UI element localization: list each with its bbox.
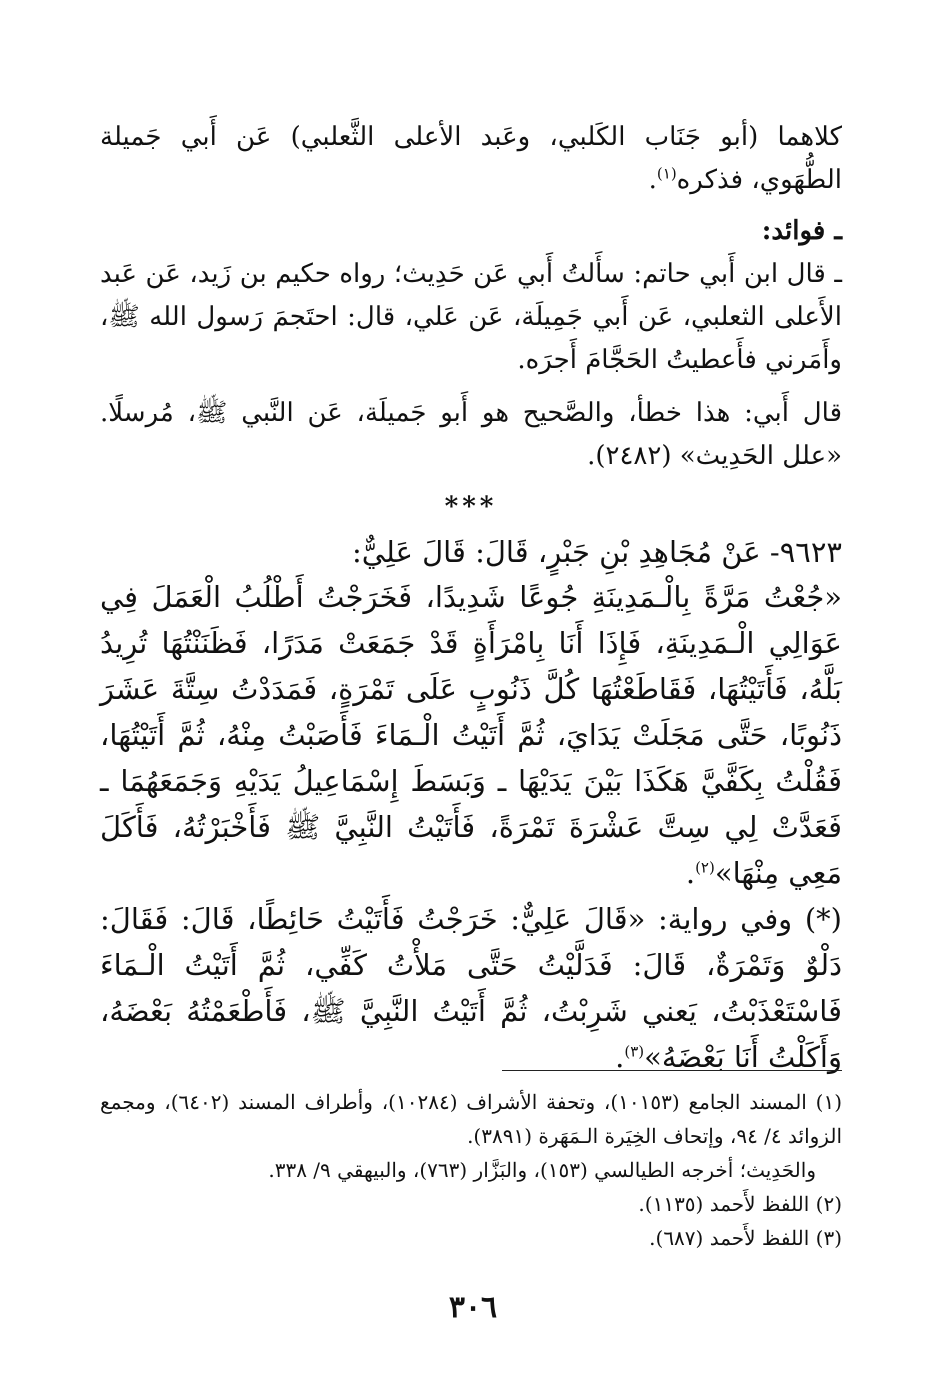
hadith-end: . [685,856,696,890]
intro-end: . [648,165,657,195]
footnote-ref-3[interactable]: (٣) [624,1042,645,1061]
footnote-1-continued: والحَدِيث؛ أخرجه الطيالسي (١٥٣)، والبَزَّار (٧٦٣)، والبيهقي ٩/ ٣٣٨. [268,1158,816,1182]
section-separator: *** [444,492,498,522]
hadith-heading: ٩٦٢٣- عَنْ مُجَاهِدِ بْنِ جَبْرٍ، قَالَ: قَالَ عَلِيٌّ: [352,535,842,569]
intro-paragraph [100,116,842,202]
fawaid-heading: ـ فوائد: [761,216,842,246]
fawaid-paragraph-1: ـ قال ابن أَبي حاتم: سأَلتُ أَبي عَن حَدِيث؛ رواه حكيم بن زَيد، عَن عَبد الأَعلى الثعلبي، عَن أَبي جَمِيلَة، عَن عَلي، قال: احتَجمَ رَسول الله ﷺ، وأَمَرني فأَعطيتُ الحَجَّامَ أَجرَه. [100,259,842,375]
intro-text: كلاهما (أبو جَنَاب الكَلبي، وعَبد الأعلى الثَّعلبي) عَن أَبي جَميلة الطُّهَوي، فذكره [100,122,842,195]
footnote-divider [502,1070,842,1071]
hadith-body: «جُعْتُ مَرَّةً بِالْـمَدِينَةِ جُوعًا شَدِيدًا، فَخَرَجْتُ أَطْلُبُ الْعَمَلَ فِي عَوَالِي الْـمَدِينَةِ، فَإِذَا أَنَا بِامْرَأَةٍ قَدْ جَمَعَتْ مَدَرًا، فَظَنَنْتُهَا تُرِيدُ بَلَّهُ، فَأَتَيْتُهَا، فَقَاطَعْتُهَا كُلَّ ذَنُوبٍ عَلَى تَمْرَةٍ، فَمَدَدْتُ سِتَّةَ عَشَرَ ذَنُوبًا، حَتَّى مَجَلَتْ يَدَايَ، ثُمَّ أَتَيْتُ الْـمَاءَ فَأَصَبْتُ مِنْهُ، ثُمَّ أَتَيْتُهَا، فَقُلْتُ بِكَفَّيَّ هَكَذَا بَيْنَ يَدَيْهَا ـ وَبَسَطَ إِسْمَاعِيلُ يَدَيْهِ وَجَمَعَهُمَا ـ فَعَدَّتْ لِي سِتَّ عَشْرَةَ تَمْرَةً، فَأَتَيْتُ النَّبِيَّ ﷺ فَأَخْبَرْتُهُ، فَأَكَلَ مَعِي مِنْهَا» [100,580,842,890]
riwaya-body: (*) وفي رواية: «قَالَ عَلِيٌّ: خَرَجْتُ فَأَتَيْتُ حَائِطًا، قَالَ: فَقَالَ: دَلْوٌ وَتَمْرَةٌ، قَالَ: فَدَلَّيْتُ حَتَّى مَلأْتُ كَفِّي، ثُمَّ أَتَيْتُ الْـمَاءَ فَاسْتَعْذَبْتُ، يَعني شَرِبْتُ، ثُمَّ أَتَيْتُ النَّبِيَّ ﷺ، فَأَطْعَمْتُهُ بَعْضَهُ، وَأَكَلْتُ أَنَا بَعْضَهُ» [100,902,842,1074]
footnote-ref-1[interactable]: (١) [656,164,677,183]
footnote-2: (٢) اللفظ لأَحمد (١١٣٥). [638,1192,842,1216]
hadith-text [100,574,842,896]
footnote-ref-2[interactable]: (٢) [695,858,715,877]
riwaya-paragraph [100,896,842,1080]
main-text [100,116,842,1080]
page-number: ٣٠٦ [448,1290,498,1325]
riwaya-end: . [615,1040,625,1074]
footnote-3: (٣) اللفظ لأَحمد (٦٨٧). [649,1226,842,1250]
footnotes [100,1085,842,1255]
footnote-1: (١) المسند الجامع (١٠١٥٣)، وتحفة الأشراف (١٠٢٨٤)، وأطراف المسند (٦٤٠٢)، ومجمع الزوائد ٤/ ٩٤، وإتحاف الخِيَرة الـمَهَرة (٣٨٩١). [100,1090,843,1148]
fawaid-paragraph-2: قال أَبي: هذا خطأ، والصَّحيح هو أَبو جَميلَة، عَن النَّبي ﷺ، مُرسلًا. «علل الحَدِيث» (٢٤٨٢). [100,398,842,471]
